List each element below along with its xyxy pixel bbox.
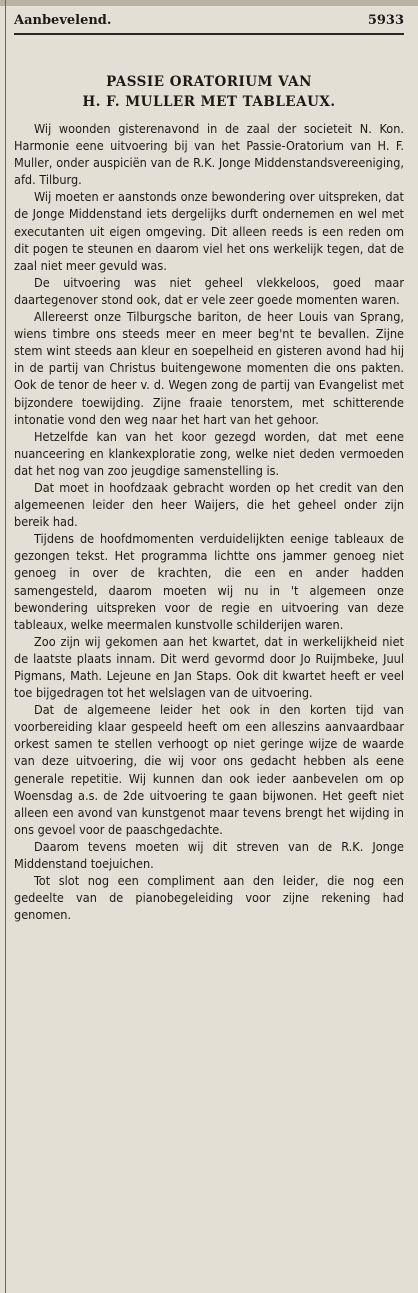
page-header [14, 8, 404, 32]
column-rule [5, 0, 6, 1293]
paragraph: Wij woonden gisterenavond in de zaal der societeit N. Kon. Harmonie eene uitvoering bij van het Passie-Oratorium van H. F. Muller, onder auspiciën van de R.K. Jonge Middenstandsvereeniging, afd. Tilburg. [14, 121, 404, 188]
article-headline [14, 72, 404, 112]
paragraph: Daarom tevens moeten wij dit streven van de R.K. Jonge Middenstand toejuichen. [14, 838, 404, 872]
paragraph: De uitvoering was niet geheel vlekkeloos, goed maar daartegenover stond ook, dat er vele zeer goede momenten waren. [14, 274, 404, 307]
paragraph: Dat moet in hoofdzaak gebracht worden op het credit van den algemeenen leider den heer Waijers, die het geheel onder zijn bereik had. [14, 479, 404, 530]
paragraph: Hetzelfde kan van het koor gezegd worden, dat met eene nuanceering en klankexploratie zong, welke niet deden vermoeden dat het nog van zoo jeugdige samenstelling is. [14, 428, 404, 478]
header-divider [14, 33, 404, 35]
paragraph: Allereerst onze Tilburgsche bariton, de heer Louis van Sprang, wiens timbre ons steeds meer en meer beg'nt te bevallen. Zijne stem wint steeds aan kleur en soepelheid en gisteren avond had hij in de partij van Christus buitengewone momenten die ons pakten. Ook de tenor de heer v. d. Wegen zong de partij van Evangelist met bijzondere toewijding. Zijne fraaie tenorstem, met schitterende intonatie vond den weg naar het hart van het gehoor. [14, 309, 404, 427]
headline-line-1: PASSIE ORATORIUM VAN [106, 74, 312, 90]
paragraph: Zoo zijn wij gekomen aan het kwartet, dat in werkelijkheid niet de laatste plaats innam. Dit werd gevormd door Jo Ruijmbeke, Juul Pigmans, Math. Lejeune en Jan Staps. Ook dit kwartet heeft er veel toe bijgedragen tot het welslagen van de uitvoering. [14, 633, 404, 701]
article-body [14, 120, 404, 923]
paragraph: Tijdens de hoofdmomenten verduidelijkten eenige tableaux de gezongen tekst. Het programma lichtte ons jammer genoeg niet genoeg in over de krachten, die een en ander hadden samengesteld, daarom moeten wij nu in 't algemeen onze bewondering uitspreken voor de regie en uitvoering van deze tableaux, welke meermalen kunstvolle schilderijen waren. [14, 531, 404, 632]
paragraph: Dat de algemeene leider het ook in den korten tijd van voorbereiding klaar gespeeld heeft om een alleszins aanvaardbaar orkest samen te stellen verhoogt op niet geringe wijze de waarde van deze uitvoering, die wij voor ons gedacht hebben als eene generale repetitie. Wij kunnen dan ook ieder aanbevelen om op Woensdag a.s. de 2de uitvoering te gaan bijwonen. Het geeft niet alleen een avond van kunstgenot maar tevens brengt het wijding in ons gevoel voor de paaschgedachte. [14, 702, 404, 837]
paragraph: Tot slot nog een compliment aan den leider, die nog een gedeelte van de pianobegeleiding voor zijne rekening had genomen. [14, 873, 404, 923]
section-label: Aanbevelend. [14, 12, 112, 28]
headline-line-2: H. F. MULLER MET TABLEAUX. [82, 94, 336, 110]
paragraph: Wij moeten er aanstonds onze bewondering over uitspreken, dat de Jonge Middenstand iets dergelijks durft ondernemen en wel met executanten uit eigen omgeving. Dit alleen reeds is een reden om dit pogen te steunen en daarom viel het ons werkelijk tegen, dat de zaal niet meer gevuld was. [14, 189, 404, 273]
page-number: 5933 [367, 12, 404, 28]
torn-top-edge [0, 0, 418, 6]
